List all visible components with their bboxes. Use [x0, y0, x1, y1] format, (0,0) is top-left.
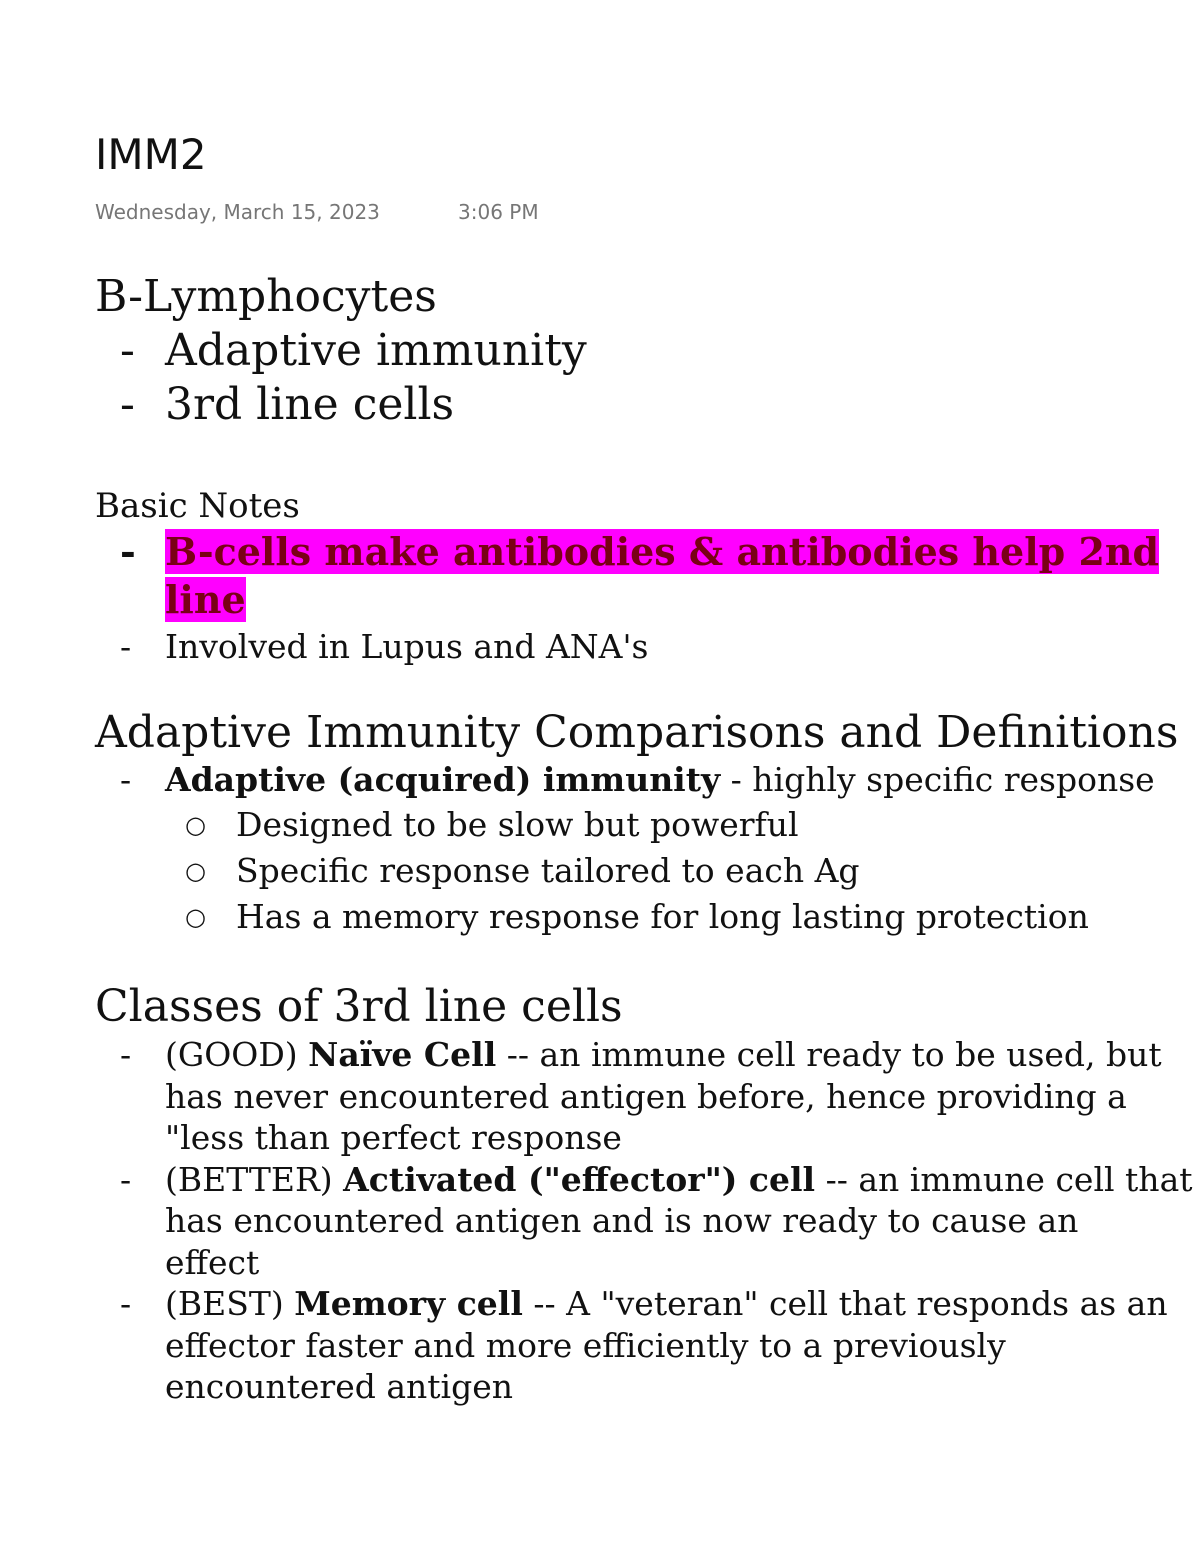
section-basic-notes: [95, 484, 1159, 670]
term-text: Adaptive (acquired) immunity: [165, 760, 721, 799]
dash-bullet: -: [120, 1284, 132, 1323]
class-definition-line: has never encountered antigen before, hence providing a: [165, 1076, 1127, 1116]
dash-bullet: -: [120, 325, 135, 376]
note-time: 3:06 PM: [458, 200, 539, 224]
dash-bullet: -: [120, 760, 132, 799]
class-definition: -- an immune cell ready to be used, but: [496, 1035, 1162, 1074]
b-lymphocytes-list: [95, 324, 587, 432]
section-classes: [95, 980, 1193, 1408]
list-item: [95, 758, 1178, 802]
section-heading-classes: Classes of 3rd line cells: [95, 981, 623, 1032]
classes-list: [95, 1034, 1193, 1408]
highlighted-text: line: [165, 577, 246, 622]
section-heading-adaptive: Adaptive Immunity Comparisons and Definitions: [95, 707, 1179, 758]
sub-list-item: [95, 802, 1178, 848]
list-item: [95, 624, 1159, 670]
dash-bullet: -: [120, 1035, 132, 1074]
page-title: IMM2: [95, 130, 207, 179]
section-heading-b-lymphocytes: B-Lymphocytes: [95, 271, 437, 322]
list-item: [95, 378, 587, 432]
class-prefix: (BETTER): [165, 1159, 344, 1199]
section-adaptive-immunity: [95, 708, 1178, 940]
list-item-text: Adaptive immunity: [165, 325, 587, 376]
class-term: Naïve Cell: [308, 1035, 497, 1074]
definition-text: - highly specific response: [720, 760, 1155, 799]
dash-bullet: -: [120, 1159, 132, 1199]
sub-list-item: [95, 894, 1178, 940]
class-definition: -- an immune cell that: [815, 1159, 1193, 1199]
highlighted-text: B-cells make antibodies & antibodies help 2nd: [165, 529, 1160, 574]
class-definition-line: encountered antigen: [165, 1367, 513, 1406]
circle-bullet: ○: [185, 903, 206, 931]
adaptive-sublist: [95, 802, 1178, 940]
class-prefix: (BEST): [165, 1284, 295, 1323]
class-definition: -- A "veteran" cell that responds as an: [522, 1284, 1168, 1323]
list-item-highlighted: [95, 528, 1159, 624]
dash-bullet: -: [120, 627, 132, 666]
note-date: Wednesday, March 15, 2023: [95, 200, 380, 224]
adaptive-list: [95, 758, 1178, 802]
list-item: [95, 1159, 1193, 1284]
basic-notes-list: [95, 528, 1159, 670]
section-heading-basic-notes: Basic Notes: [95, 486, 300, 526]
sub-list-item-text: Designed to be slow but powerful: [236, 805, 799, 844]
list-item: [95, 1034, 1193, 1159]
section-b-lymphocytes: [95, 270, 587, 432]
class-definition-line: "less than perfect response: [165, 1118, 622, 1157]
circle-bullet: ○: [185, 811, 206, 839]
class-term: Memory cell: [294, 1284, 523, 1323]
list-item: [95, 1283, 1193, 1408]
dash-bullet: -: [120, 529, 136, 574]
sub-list-item-text: Has a memory response for long lasting protection: [236, 897, 1089, 936]
list-item-text: 3rd line cells: [165, 379, 455, 430]
class-definition-line: effect: [165, 1242, 260, 1282]
list-item-text: Involved in Lupus and ANA's: [165, 627, 649, 666]
list-item: [95, 324, 587, 378]
sub-list-item: [95, 848, 1178, 894]
class-definition-line: effector faster and more efficiently to a previously: [165, 1325, 1006, 1365]
class-term: Activated ("effector") cell: [343, 1159, 816, 1199]
sub-list-item-text: Specific response tailored to each Ag: [236, 851, 860, 890]
class-prefix: (GOOD): [165, 1035, 309, 1074]
dash-bullet: -: [120, 379, 135, 430]
circle-bullet: ○: [185, 857, 206, 885]
class-definition-line: has encountered antigen and is now ready to cause an: [165, 1201, 1079, 1240]
